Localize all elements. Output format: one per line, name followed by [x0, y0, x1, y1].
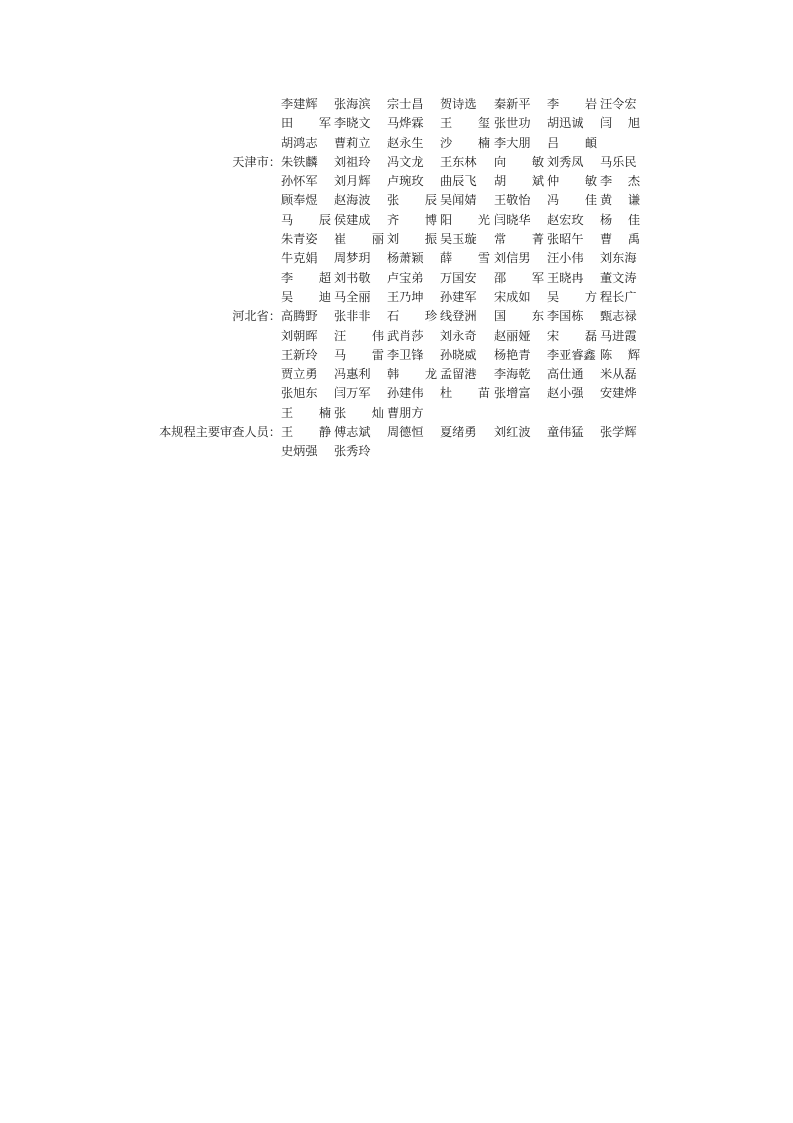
- person-name: 张 辰: [387, 193, 437, 208]
- person-name: 李亚睿鑫: [547, 347, 596, 362]
- section-label: 河北省：: [232, 309, 281, 324]
- person-name: 石 珍: [387, 309, 437, 324]
- person-name: 陈 辉: [600, 347, 640, 362]
- person-name: 史炳强: [281, 444, 318, 459]
- name-row: [0, 423, 793, 442]
- name-row: [0, 230, 793, 249]
- person-name: 韩 龙: [387, 367, 437, 382]
- person-name: 向 敏: [494, 154, 544, 169]
- person-name: 张 灿: [334, 405, 384, 420]
- person-name: 程长广: [600, 289, 637, 304]
- person-name: 黄 谦: [600, 193, 640, 208]
- person-name: 孙建军: [440, 289, 477, 304]
- section-label: 本规程主要审查人员：: [159, 425, 281, 440]
- person-name: 刘朝晖: [281, 328, 318, 343]
- person-name: 万国安: [440, 270, 477, 285]
- person-name: 孙建伟: [387, 386, 424, 401]
- person-name: 朱铁麟: [281, 154, 318, 169]
- person-name: 马 辰: [281, 212, 331, 227]
- person-name: 汪 伟: [334, 328, 384, 343]
- person-name: 马进霞: [600, 328, 637, 343]
- person-name: 童伟猛: [547, 425, 584, 440]
- person-name: 吴闻婧: [440, 193, 477, 208]
- person-name: 崔 丽: [334, 232, 384, 247]
- person-name: 曹莉立: [334, 135, 371, 150]
- person-name: 闫万军: [334, 386, 371, 401]
- person-name: 卢宝弟: [387, 270, 424, 285]
- person-name: 宋成如: [494, 289, 531, 304]
- person-name: 杨艳青: [494, 347, 531, 362]
- person-name: 邵 军: [494, 270, 544, 285]
- personnel-list: [0, 95, 793, 462]
- person-name: 贾立勇: [281, 367, 318, 382]
- person-name: 刘东海: [600, 251, 637, 266]
- person-name: 曲辰飞: [440, 174, 477, 189]
- name-row: [0, 327, 793, 346]
- person-name: 王晓冉: [547, 270, 584, 285]
- person-name: 马乐民: [600, 154, 637, 169]
- person-name: 常 菁: [494, 232, 544, 247]
- name-row: [0, 307, 793, 326]
- person-name: 王 楠: [281, 405, 331, 420]
- person-name: 冯 佳: [547, 193, 597, 208]
- person-name: 赵海波: [334, 193, 371, 208]
- person-name: 齐 博: [387, 212, 437, 227]
- person-name: 周梦玥: [334, 251, 371, 266]
- person-name: 曹朋方: [387, 405, 424, 420]
- person-name: 贺诗选: [440, 97, 477, 111]
- person-name: 汪令宏: [600, 97, 637, 111]
- person-name: 胡 斌: [494, 174, 544, 189]
- person-name: 汪小伟: [547, 251, 584, 266]
- person-name: 刘永奇: [440, 328, 477, 343]
- name-row: [0, 153, 793, 172]
- person-name: 张昭午: [547, 232, 584, 247]
- person-name: 孟留港: [440, 367, 477, 382]
- person-name: 安建烨: [600, 386, 637, 401]
- person-name: 杨 佳: [600, 212, 640, 227]
- person-name: 吴 方: [547, 289, 597, 304]
- person-name: 夏绪勇: [440, 425, 477, 440]
- person-name: 赵丽娅: [494, 328, 531, 343]
- person-name: 傅志斌: [334, 425, 371, 440]
- person-name: 线登洲: [440, 309, 477, 324]
- person-name: 杜 苗: [440, 386, 490, 401]
- person-name: 李卫锋: [387, 347, 424, 362]
- person-name: 沙 楠: [440, 135, 490, 150]
- person-name: 冯惠利: [334, 367, 371, 382]
- person-name: 刘红波: [494, 425, 531, 440]
- person-name: 武肖莎: [387, 328, 424, 343]
- person-name: 刘月辉: [334, 174, 371, 189]
- person-name: 卢琬玫: [387, 174, 424, 189]
- person-name: 李 岩: [547, 97, 597, 111]
- person-name: 宋 磊: [547, 328, 597, 343]
- name-row: [0, 134, 793, 153]
- person-name: 吴玉璇: [440, 232, 477, 247]
- person-name: 高腾野: [281, 309, 318, 324]
- person-name: 李建辉: [281, 97, 318, 111]
- name-row: [0, 404, 793, 423]
- person-name: 张学辉: [600, 425, 637, 440]
- person-name: 李国栋: [547, 309, 584, 324]
- person-name: 孙怀军: [281, 174, 318, 189]
- name-row: [0, 288, 793, 307]
- person-name: 刘信男: [494, 251, 531, 266]
- person-name: 刘 振: [387, 232, 437, 247]
- person-name: 李晓文: [334, 116, 371, 131]
- person-name: 张旭东: [281, 386, 318, 401]
- person-name: 宗士昌: [387, 97, 424, 111]
- person-name: 吴 迪: [281, 289, 331, 304]
- name-row: [0, 172, 793, 191]
- person-name: 胡鸿志: [281, 135, 318, 150]
- name-row: [0, 442, 793, 461]
- person-name: 马烨霖: [387, 116, 424, 131]
- name-row: [0, 269, 793, 288]
- name-row: [0, 365, 793, 384]
- person-name: 张非非: [334, 309, 371, 324]
- person-name: 李海乾: [494, 367, 531, 382]
- person-name: 田 军: [281, 116, 331, 131]
- person-name: 赵永生: [387, 135, 424, 150]
- name-row: [0, 346, 793, 365]
- person-name: 高仕通: [547, 367, 584, 382]
- person-name: 王敬怡: [494, 193, 531, 208]
- person-name: 王东林: [440, 154, 477, 169]
- person-name: 胡迅诚: [547, 116, 584, 131]
- person-name: 张增富: [494, 386, 531, 401]
- person-name: 张世功: [494, 116, 531, 131]
- person-name: 米从磊: [600, 367, 637, 382]
- person-name: 王 玺: [440, 116, 490, 131]
- person-name: 甄志禄: [600, 309, 637, 324]
- person-name: 仲 敏: [547, 174, 597, 189]
- person-name: 赵小强: [547, 386, 584, 401]
- name-row: [0, 114, 793, 133]
- person-name: 闫 旭: [600, 116, 640, 131]
- person-name: 周德恒: [387, 425, 424, 440]
- person-name: 顾奉煜: [281, 193, 318, 208]
- person-name: 吕 頔: [547, 135, 597, 150]
- person-name: 朱青姿: [281, 232, 318, 247]
- name-row: [0, 249, 793, 268]
- person-name: 王 静: [281, 425, 331, 440]
- name-row: [0, 95, 793, 114]
- person-name: 马 雷: [334, 347, 384, 362]
- person-name: 刘书敬: [334, 270, 371, 285]
- person-name: 牛克娟: [281, 251, 318, 266]
- person-name: 张海滨: [334, 97, 371, 111]
- person-name: 李大朋: [494, 135, 531, 150]
- person-name: 刘祖玲: [334, 154, 371, 169]
- person-name: 赵宏玫: [547, 212, 584, 227]
- section-label: 天津市：: [232, 154, 281, 169]
- name-row: [0, 211, 793, 230]
- person-name: 刘秀凤: [547, 154, 584, 169]
- person-name: 孙晓威: [440, 347, 477, 362]
- name-row: [0, 384, 793, 403]
- person-name: 董文涛: [600, 270, 637, 285]
- person-name: 薛 雪: [440, 251, 490, 266]
- person-name: 国 东: [494, 309, 544, 324]
- person-name: 侯建成: [334, 212, 371, 227]
- person-name: 李 超: [281, 270, 331, 285]
- person-name: 王新玲: [281, 347, 318, 362]
- person-name: 李 杰: [600, 174, 640, 189]
- person-name: 闫晓华: [494, 212, 531, 227]
- person-name: 杨萧颖: [387, 251, 424, 266]
- person-name: 张秀玲: [334, 444, 371, 459]
- person-name: 阳 光: [440, 212, 490, 227]
- person-name: 秦新平: [494, 97, 531, 111]
- person-name: 马全丽: [334, 289, 371, 304]
- person-name: 王乃坤: [387, 289, 424, 304]
- name-row: [0, 191, 793, 210]
- person-name: 曹 禹: [600, 232, 640, 247]
- person-name: 冯文龙: [387, 154, 424, 169]
